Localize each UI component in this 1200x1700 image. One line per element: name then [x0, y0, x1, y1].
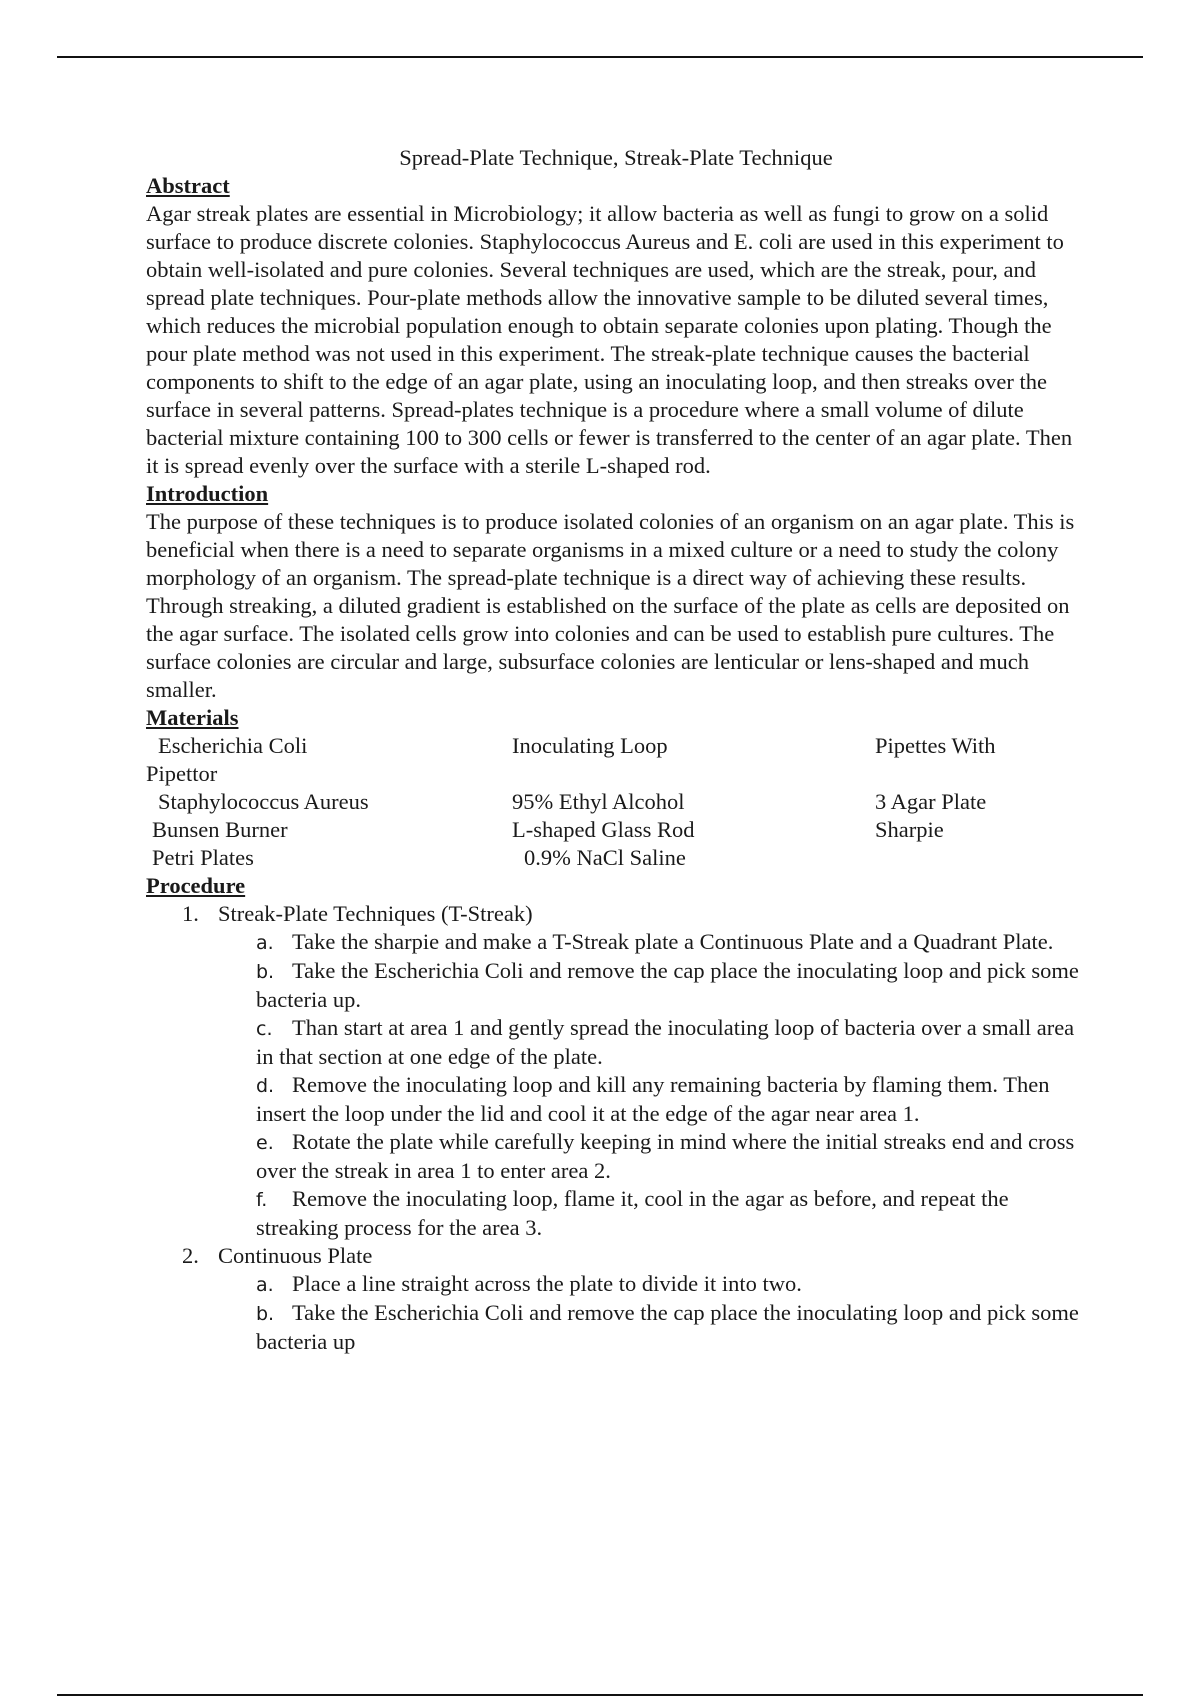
procedure-substep [146, 1128, 1086, 1185]
step-title: Streak-Plate Techniques (T-Streak) [218, 901, 533, 926]
procedure-substep [146, 1014, 1086, 1071]
procedure-step [146, 1242, 1086, 1270]
substep-text: Rotate the plate while carefully keeping in mind where the initial streaks end and cross over the streak in area 1 to enter area 2. [256, 1129, 1075, 1183]
materials-list [146, 732, 1086, 872]
substep-letter: f. [256, 1189, 268, 1211]
abstract-text: Agar streak plates are essential in Microbiology; it allow bacteria as well as fungi to grow on a solid surface to produce discrete colonies. Staphylococcus Aureus and E. coli are used in this experiment to obtain well-isolated and pure colonies. Several techniques are used, which are the streak, pour, and spread plate techniques. Pour-plate methods allow the innovative sample to be diluted several times, which reduces the microbial population enough to obtain separate colonies upon plating. Though the pour plate method was not used in this experiment. The streak-plate technique causes the bacterial components to shift to the edge of an agar plate, using an inoculating loop, and then streaks over the surface in several patterns. Spread-plates technique is a procedure where a small volume of dilute bacterial mixture containing 100 to 300 cells or fewer is transferred to the center of an agar plate. Then it is spread evenly over the surface with a sterile L-shaped rod. [146, 201, 1073, 478]
substep-letter: b. [256, 961, 275, 983]
substep-text: Take the Escherichia Coli and remove the cap place the inoculating loop and pick some bacteria up. [256, 958, 1079, 1012]
substep-text: Remove the inoculating loop and kill any remaining bacteria by flaming them. Then insert the loop under the lid and cool it at the edge of the agar near area 1. [256, 1072, 1050, 1126]
material-item: Sharpie [875, 817, 944, 842]
procedure-substep [146, 957, 1086, 1014]
procedure-heading: Procedure [146, 873, 246, 898]
substep-letter: a. [256, 1274, 274, 1296]
introduction-heading: Introduction [146, 481, 269, 506]
substep-letter: b. [256, 1303, 275, 1325]
introduction-text: The purpose of these techniques is to produce isolated colonies of an organism on an agar plate. This is beneficial when there is a need to separate organisms in a mixed culture or a need to study the colony morphology of an organism. The spread-plate technique is a direct way of achieving these results. Through streaking, a diluted gradient is established on the surface of the plate as cells are deposited on the agar surface. The isolated cells grow into colonies and can be used to establish pure cultures. The surface colonies are circular and large, subsurface colonies are lenticular or lens-shaped and much smaller. [146, 509, 1075, 702]
top-rule [57, 56, 1143, 58]
material-item: Bunsen Burner [152, 817, 288, 842]
substep-text: Place a line straight across the plate to divide it into two. [292, 1271, 802, 1296]
substep-text: Take the Escherichia Coli and remove the cap place the inoculating loop and pick some bacteria up [256, 1300, 1079, 1354]
material-item: 3 Agar Plate [875, 789, 987, 814]
material-item: Inoculating Loop [512, 733, 668, 758]
substep-letter: e. [256, 1132, 274, 1154]
material-item: Staphylococcus Aureus [158, 789, 369, 814]
substep-text: Remove the inoculating loop, flame it, cool in the agar as before, and repeat the streaking process for the area 3. [256, 1186, 1009, 1240]
procedure-substep [146, 1185, 1086, 1242]
substep-text: Than start at area 1 and gently spread the inoculating loop of bacteria over a small area in that section at one edge of the plate. [256, 1015, 1075, 1069]
bottom-rule [57, 1694, 1143, 1696]
substep-letter: a. [256, 932, 274, 954]
material-item: 95% Ethyl Alcohol [512, 789, 685, 814]
procedure-substep [146, 928, 1086, 957]
material-item: Petri Plates [152, 845, 254, 870]
material-item: Pipettes With [875, 733, 996, 758]
substep-letter: d. [256, 1075, 275, 1097]
procedure-substep [146, 1299, 1086, 1356]
step-title: Continuous Plate [218, 1243, 373, 1268]
substep-text: Take the sharpie and make a T-Streak plate a Continuous Plate and a Quadrant Plate. [292, 929, 1054, 954]
procedure-step [146, 900, 1086, 928]
procedure-substep [146, 1270, 1086, 1299]
materials-heading: Materials [146, 705, 239, 730]
step-number: 2. [182, 1243, 199, 1268]
step-number: 1. [182, 901, 199, 926]
abstract-heading: Abstract [146, 173, 230, 198]
material-item: L-shaped Glass Rod [512, 817, 695, 842]
document-title: Spread-Plate Technique, Streak-Plate Technique [399, 145, 833, 170]
material-item: 0.9% NaCl Saline [524, 845, 686, 870]
document-page [146, 144, 1086, 1356]
substep-letter: c. [256, 1018, 273, 1040]
procedure-list [146, 900, 1086, 1356]
procedure-substep [146, 1071, 1086, 1128]
material-item: Pipettor [146, 761, 218, 786]
material-item: Escherichia Coli [158, 733, 308, 758]
